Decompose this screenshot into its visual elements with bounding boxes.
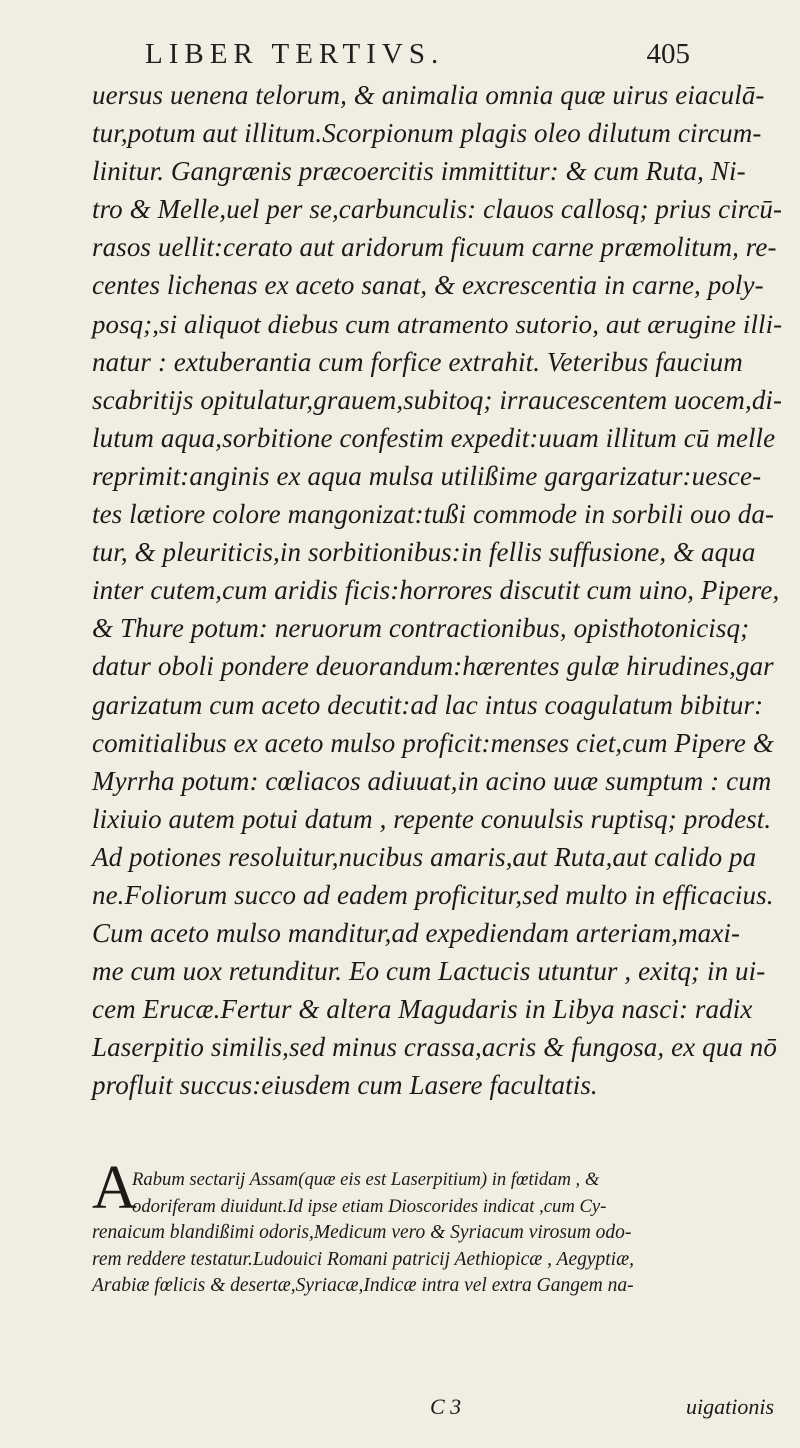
text-line: tur, & pleuriticis,in sorbitionibus:in fellis suffusione, & aqua xyxy=(92,537,756,568)
page-number: 405 xyxy=(646,38,690,70)
text-line: linitur. Gangrænis præcoercitis immittitur: & cum Ruta, Ni- xyxy=(92,156,746,187)
text-line: Ad potiones resoluitur,nucibus amaris,aut Ruta,aut calido pa xyxy=(92,841,757,872)
text-line: datur oboli pondere deuorandum:hærentes gulæ hirudines,gar xyxy=(92,651,774,682)
text-line: ne.Foliorum succo ad eadem proficitur,sed multo in efficacius. xyxy=(92,879,774,910)
commentary-line: Rabum sectarij Assam(quæ eis est Laserpitium) in fœtidam , & xyxy=(132,1169,600,1190)
text-line: tes lætiore colore mangonizat:tußi commode in sorbili ouo da- xyxy=(92,499,775,530)
main-text xyxy=(92,76,783,1105)
drop-cap-initial: A xyxy=(92,1154,137,1222)
text-line: tur,potum aut illitum.Scorpionum plagis oleo dilutum circum- xyxy=(92,118,762,149)
text-line: uersus uenena telorum, & animalia omnia quæ uirus eiaculā- xyxy=(92,80,765,110)
text-line: rasos uellit:cerato aut aridorum ficuum carne præmolitum, re- xyxy=(92,232,777,263)
text-line: cem Erucæ.Fertur & altera Magudaris in Libya nasci: radix xyxy=(92,994,753,1025)
text-line: Laserpitio similis,sed minus crassa,acris & fungosa, ex qua nō xyxy=(92,1032,777,1063)
text-line: & Thure potum: neruorum contractionibus, opisthotonicisq; xyxy=(92,613,750,644)
text-line: natur : extuberantia cum forfice extrahit. Veteribus faucium xyxy=(92,346,743,377)
text-line: centes lichenas ex aceto sanat, & excrescentia in carne, poly- xyxy=(92,270,764,301)
signature-mark: C 3 xyxy=(430,1394,462,1419)
commentary-text xyxy=(92,1167,772,1300)
text-line: me cum uox retunditur. Eo cum Lactucis utuntur , exitq; in ui- xyxy=(92,956,766,987)
text-line: scabritijs opitulatur,grauem,subitoq; irraucescentem uocem,di- xyxy=(92,384,783,415)
text-line: Myrrha potum: cœliacos adiuuat,in acino uuæ sumptum : cum xyxy=(92,765,772,796)
page-footer xyxy=(0,1394,800,1428)
text-line: garizatum cum aceto decutit:ad lac intus coagulatum bibitur: xyxy=(92,689,764,720)
text-line: lutum aqua,sorbitione confestim expedit:uuam illitum cū melle xyxy=(92,422,776,453)
commentary-line: odoriferam diuidunt.Id ipse etiam Dioscorides indicat ,cum Cy- xyxy=(132,1195,607,1217)
text-line: profluit succus:eiusdem cum Lasere facultatis. xyxy=(92,1070,598,1101)
commentary-line: Arabiæ fœlicis & desertæ,Syriacæ,Indicæ intra vel extra Gangem na- xyxy=(92,1275,634,1296)
catchword: uigationis xyxy=(686,1394,775,1419)
text-line: lixiuio autem potui datum , repente conuulsis ruptisq; prodest. xyxy=(92,803,772,834)
commentary-line: renaicum blandißimi odoris,Medicum vero & Syriacum virosum odo- xyxy=(92,1222,632,1243)
text-line: tro & Melle,uel per se,carbunculis: clauos callosq; prius circū- xyxy=(92,194,783,225)
text-line: reprimit:anginis ex aqua mulsa utilißime gargarizatur:uesce- xyxy=(92,460,762,491)
commentary-line: rem reddere testatur.Ludouici Romani patricij Aethiopicæ , Aegyptiæ, xyxy=(92,1248,634,1270)
text-line: posq;,si aliquot diebus cum atramento sutorio, aut ærugine illi- xyxy=(92,308,783,339)
text-line: inter cutem,cum aridis ficis:horrores discutit cum uino, Pipere, xyxy=(92,575,780,606)
page-header xyxy=(145,38,690,78)
text-line: Cum aceto mulso manditur,ad expediendam arteriam,maxi- xyxy=(92,918,741,949)
running-head: LIBER TERTIVS. xyxy=(145,38,445,70)
text-line: comitialibus ex aceto mulso proficit:menses ciet,cum Pipere & xyxy=(92,727,774,758)
